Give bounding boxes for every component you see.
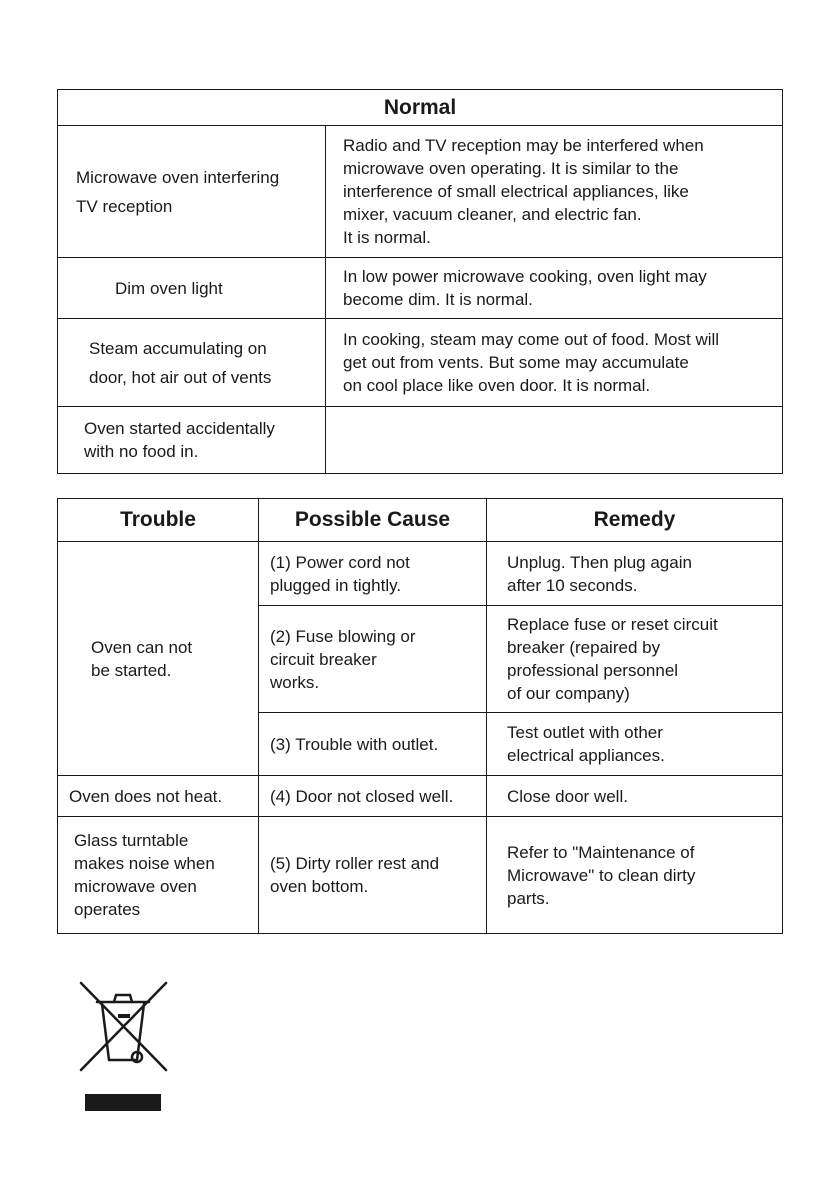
- cause-cell: (4) Door not closed well.: [259, 776, 487, 817]
- remedy-cell: Refer to "Maintenance of Microwave" to clean dirty parts.: [487, 817, 783, 934]
- trouble-cell: Oven can not be started.: [58, 542, 259, 776]
- table-row: [58, 776, 783, 817]
- cause-cell: (2) Fuse blowing or circuit breaker works.: [259, 606, 487, 713]
- symptom-cell: Microwave oven interfering TV reception: [58, 126, 326, 258]
- trouble-cell: Oven does not heat.: [58, 776, 259, 817]
- remedy-cell: Replace fuse or reset circuit breaker (repaired by professional personnel of our company): [487, 606, 783, 713]
- symptom-cell: Steam accumulating on door, hot air out of vents: [58, 319, 326, 407]
- cause-cell: (3) Trouble with outlet.: [259, 713, 487, 776]
- cause-cell: (5) Dirty roller rest and oven bottom.: [259, 817, 487, 934]
- explanation-cell: Radio and TV reception may be interfered when microwave oven operating. It is similar to the interference of small electrical appliances, like mixer, vacuum cleaner, and electric fan. It is normal.: [326, 126, 783, 258]
- weee-symbol: [78, 980, 170, 1115]
- explanation-cell: [326, 407, 783, 474]
- crossed-out-wheelie-bin-icon: [78, 980, 170, 1115]
- normal-header: Normal: [58, 90, 783, 126]
- table-row: [58, 319, 783, 407]
- cause-cell: (1) Power cord not plugged in tightly.: [259, 542, 487, 606]
- table-row: [58, 258, 783, 319]
- table-row: [58, 542, 783, 606]
- remedy-cell: Test outlet with other electrical appliances.: [487, 713, 783, 776]
- symptom-cell: Dim oven light: [58, 258, 326, 319]
- explanation-cell: In low power microwave cooking, oven light may become dim. It is normal.: [326, 258, 783, 319]
- explanation-cell: In cooking, steam may come out of food. Most will get out from vents. But some may accumulate on cool place like oven door. It is normal.: [326, 319, 783, 407]
- trouble-table: [57, 498, 783, 934]
- column-header-trouble: Trouble: [58, 499, 259, 542]
- remedy-cell: Unplug. Then plug again after 10 seconds.: [487, 542, 783, 606]
- header-row: [58, 499, 783, 542]
- table-row: [58, 126, 783, 258]
- symptom-cell: Oven started accidentally with no food in.: [58, 407, 326, 474]
- column-header-cause: Possible Cause: [259, 499, 487, 542]
- column-header-remedy: Remedy: [487, 499, 783, 542]
- normal-table: [57, 89, 783, 474]
- table-row: [58, 407, 783, 474]
- trouble-cell: Glass turntable makes noise when microwave oven operates: [58, 817, 259, 934]
- remedy-cell: Close door well.: [487, 776, 783, 817]
- table-row: [58, 817, 783, 934]
